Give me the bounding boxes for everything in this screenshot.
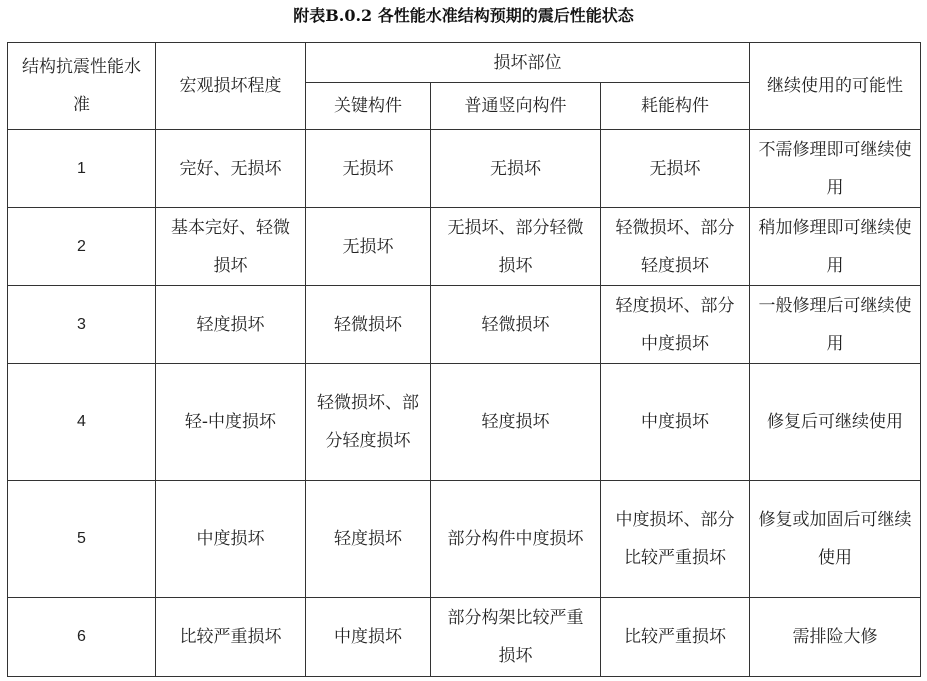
cell-vertical: 部分构件中度损坏 <box>431 481 601 598</box>
cell-reuse: 修复后可继续使用 <box>750 364 921 481</box>
header-damage-part: 损坏部位 <box>306 43 750 83</box>
table-row <box>8 364 921 481</box>
cell-energy: 中度损坏 <box>601 364 750 481</box>
cell-level: 4 <box>8 364 156 481</box>
cell-energy: 比较严重损坏 <box>601 598 750 677</box>
table-row <box>8 130 921 208</box>
cell-macro: 轻-中度损坏 <box>156 364 306 481</box>
header-energy-member: 耗能构件 <box>601 83 750 130</box>
cell-level: 5 <box>8 481 156 598</box>
cell-key: 轻度损坏 <box>306 481 431 598</box>
cell-reuse: 稍加修理即可继续使用 <box>750 208 921 286</box>
table-title: 附表B.0.2 各性能水准结构预期的震后性能状态 <box>293 6 634 25</box>
table-row <box>8 598 921 677</box>
cell-reuse: 不需修理即可继续使用 <box>750 130 921 208</box>
table-body <box>8 130 921 677</box>
cell-key: 轻微损坏 <box>306 286 431 364</box>
cell-vertical: 轻微损坏 <box>431 286 601 364</box>
cell-key: 无损坏 <box>306 130 431 208</box>
header-reuse: 继续使用的可能性 <box>750 43 921 130</box>
cell-reuse: 需排险大修 <box>750 598 921 677</box>
cell-vertical: 无损坏、部分轻微损坏 <box>431 208 601 286</box>
cell-macro: 中度损坏 <box>156 481 306 598</box>
table-header <box>8 43 921 130</box>
cell-energy: 轻度损坏、部分中度损坏 <box>601 286 750 364</box>
cell-key: 无损坏 <box>306 208 431 286</box>
cell-level: 2 <box>8 208 156 286</box>
cell-level: 6 <box>8 598 156 677</box>
cell-vertical: 无损坏 <box>431 130 601 208</box>
header-macro-damage: 宏观损坏程度 <box>156 43 306 130</box>
cell-key: 轻微损坏、部分轻度损坏 <box>306 364 431 481</box>
cell-macro: 轻度损坏 <box>156 286 306 364</box>
table-row <box>8 481 921 598</box>
table-row <box>8 208 921 286</box>
header-vertical-member: 普通竖向构件 <box>431 83 601 130</box>
cell-key: 中度损坏 <box>306 598 431 677</box>
cell-level: 1 <box>8 130 156 208</box>
header-row-1 <box>8 43 921 83</box>
table-row <box>8 286 921 364</box>
cell-macro: 基本完好、轻微损坏 <box>156 208 306 286</box>
cell-energy: 轻微损坏、部分轻度损坏 <box>601 208 750 286</box>
cell-macro: 完好、无损坏 <box>156 130 306 208</box>
cell-reuse: 修复或加固后可继续使用 <box>750 481 921 598</box>
cell-energy: 中度损坏、部分比较严重损坏 <box>601 481 750 598</box>
cell-level: 3 <box>8 286 156 364</box>
cell-macro: 比较严重损坏 <box>156 598 306 677</box>
header-key-member: 关键构件 <box>306 83 431 130</box>
header-level: 结构抗震性能水准 <box>8 43 156 130</box>
performance-table <box>7 42 921 677</box>
cell-vertical: 轻度损坏 <box>431 364 601 481</box>
cell-energy: 无损坏 <box>601 130 750 208</box>
cell-reuse: 一般修理后可继续使用 <box>750 286 921 364</box>
cell-vertical: 部分构架比较严重损坏 <box>431 598 601 677</box>
